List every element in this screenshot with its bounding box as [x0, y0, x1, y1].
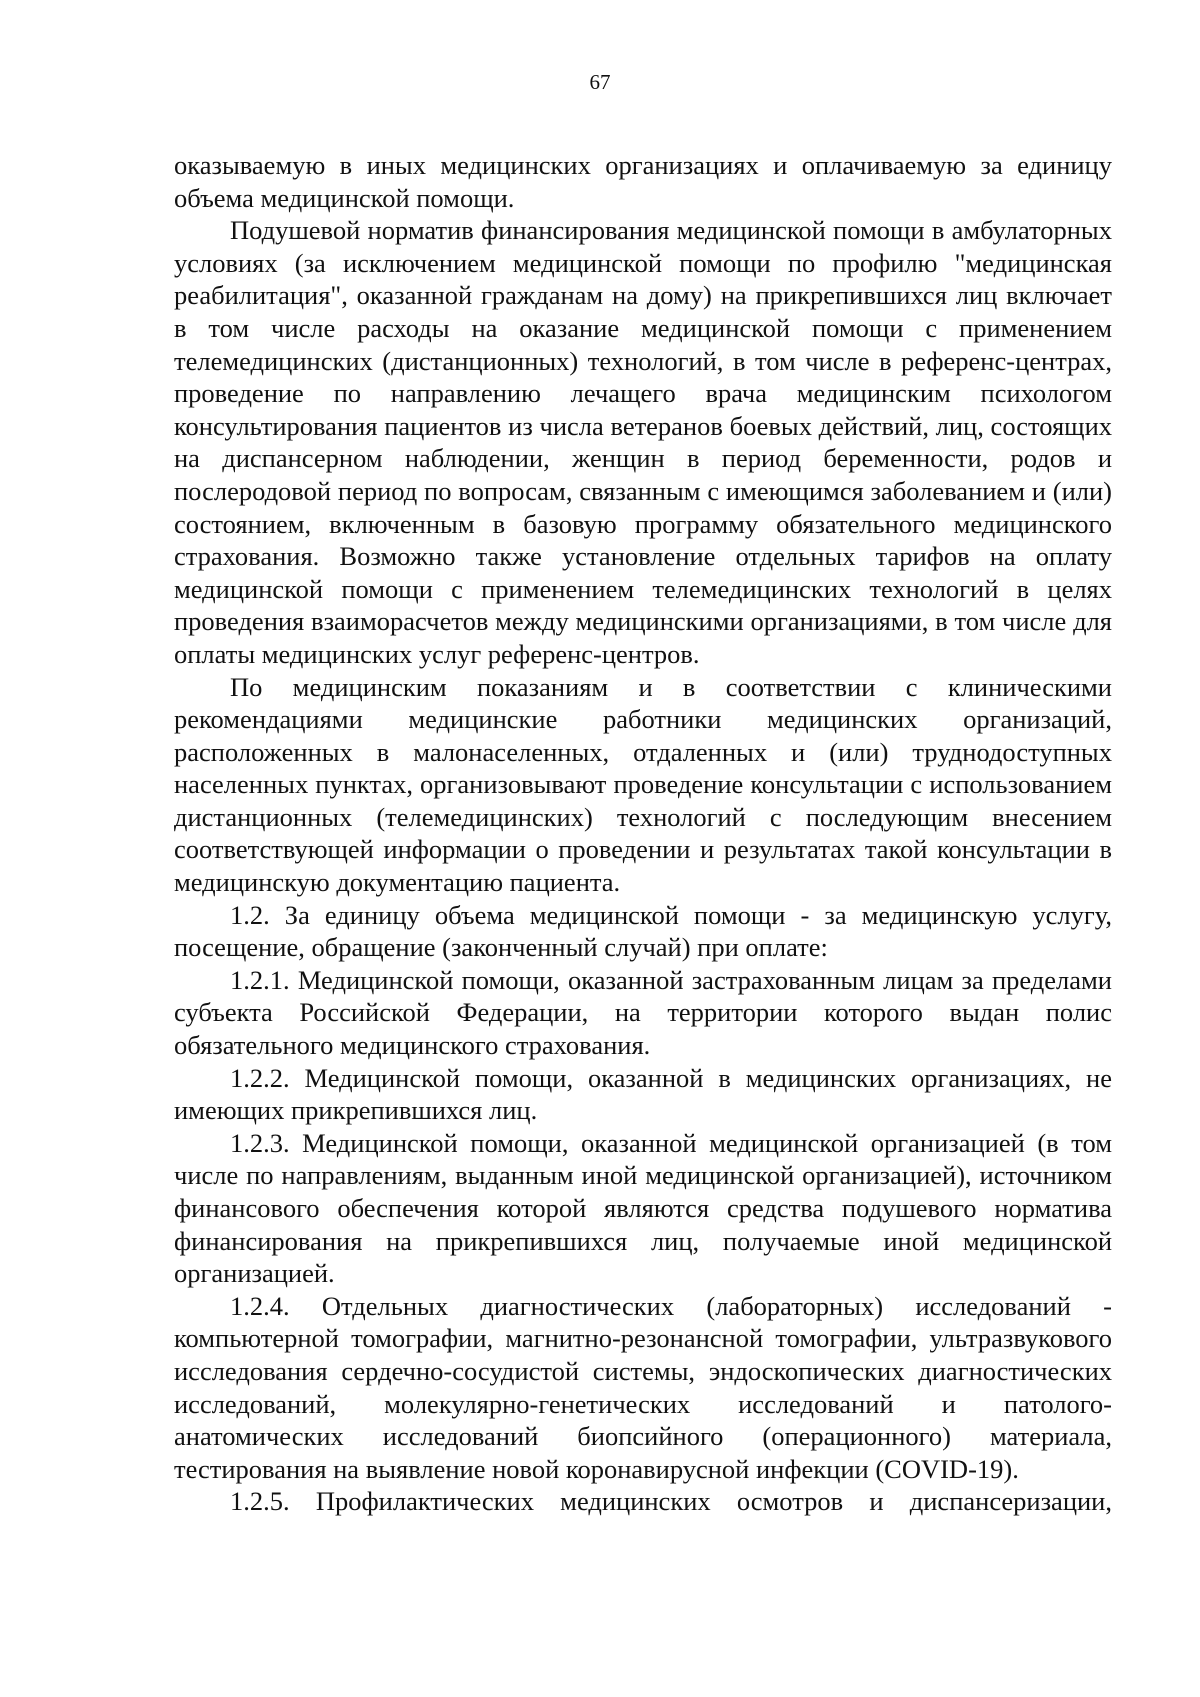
paragraph-per-capita-standard: Подушевой норматив финансирования медицинской помощи в амбулаторных условиях (за исключением медицинской помощи по профилю "медицинская реабилитация", оказанной гражданам на дому) на прикрепившихся лиц включает в том числе расходы на оказание медицинской помощи с применением телемедицинских (дистанционных) технологий, в том числе в референс-центрах, проведение по направлению лечащего врача медицинским психологом консультирования пациентов из числа ветеранов боевых действий, лиц, состоящих на диспансерном наблюдении, женщин в период беременности, родов и послеродовой период по вопросам, связанным с имеющимся заболеванием и (или) состоянием, включенным в базовую программу обязательного медицинского страхования. Возможно также установление отдельных тарифов на оплату медицинской помощи с применением телемедицинских технологий в целях проведения взаиморасчетов между медицинскими организациями, в том числе для оплаты медицинских услуг референс-центров.	[174, 215, 1112, 669]
paragraph-1-2: 1.2. За единицу объема медицинской помощи - за медицинскую услугу, посещение, обращение (законченный случай) при оплате:	[174, 899, 1112, 963]
paragraph-1-2-4: 1.2.4. Отдельных диагностических (лабораторных) исследований - компьютерной томографии, магнитно-резонансной томографии, ультразвукового исследования сердечно-сосудистой системы, эндоскопических диагностических исследований, молекулярно-генетических исследований и патолого-анатомических исследований биопсийного (операционного) материала, тестирования на выявление новой коронавирусной инфекции (COVID-19).	[174, 1290, 1112, 1484]
paragraph-1-2-1: 1.2.1. Медицинской помощи, оказанной застрахованным лицам за пределами субъекта Российской Федерации, на территории которого выдан полис обязательного медицинского страхования.	[174, 964, 1112, 1061]
page-number: 67	[589, 70, 611, 94]
document-body	[174, 149, 1112, 1518]
paragraph-1-2-3: 1.2.3. Медицинской помощи, оказанной медицинской организацией (в том числе по направлениям, выданным иной медицинской организацией), источником финансового обеспечения которой являются средства подушевого норматива финансирования на прикрепившихся лиц, получаемые иной медицинской организацией.	[174, 1127, 1112, 1289]
paragraph-continuation: оказываемую в иных медицинских организациях и оплачиваемую за единицу объема медицинской помощи.	[174, 150, 1112, 213]
paragraph-1-2-2: 1.2.2. Медицинской помощи, оказанной в медицинских организациях, не имеющих прикрепившихся лиц.	[174, 1062, 1112, 1126]
paragraph-1-2-5: 1.2.5. Профилактических медицинских осмотров и диспансеризации,	[230, 1486, 1112, 1517]
paragraph-telemedicine-consultations: По медицинским показаниям и в соответствии с клиническими рекомендациями медицинские работники медицинских организаций, расположенных в малонаселенных, отдаленных и (или) труднодоступных населенных пунктах, организовывают проведение консультации с использованием дистанционных (телемедицинских) технологий с последующим внесением соответствующей информации о проведении и результатах такой консультации в медицинскую документацию пациента.	[174, 671, 1112, 898]
